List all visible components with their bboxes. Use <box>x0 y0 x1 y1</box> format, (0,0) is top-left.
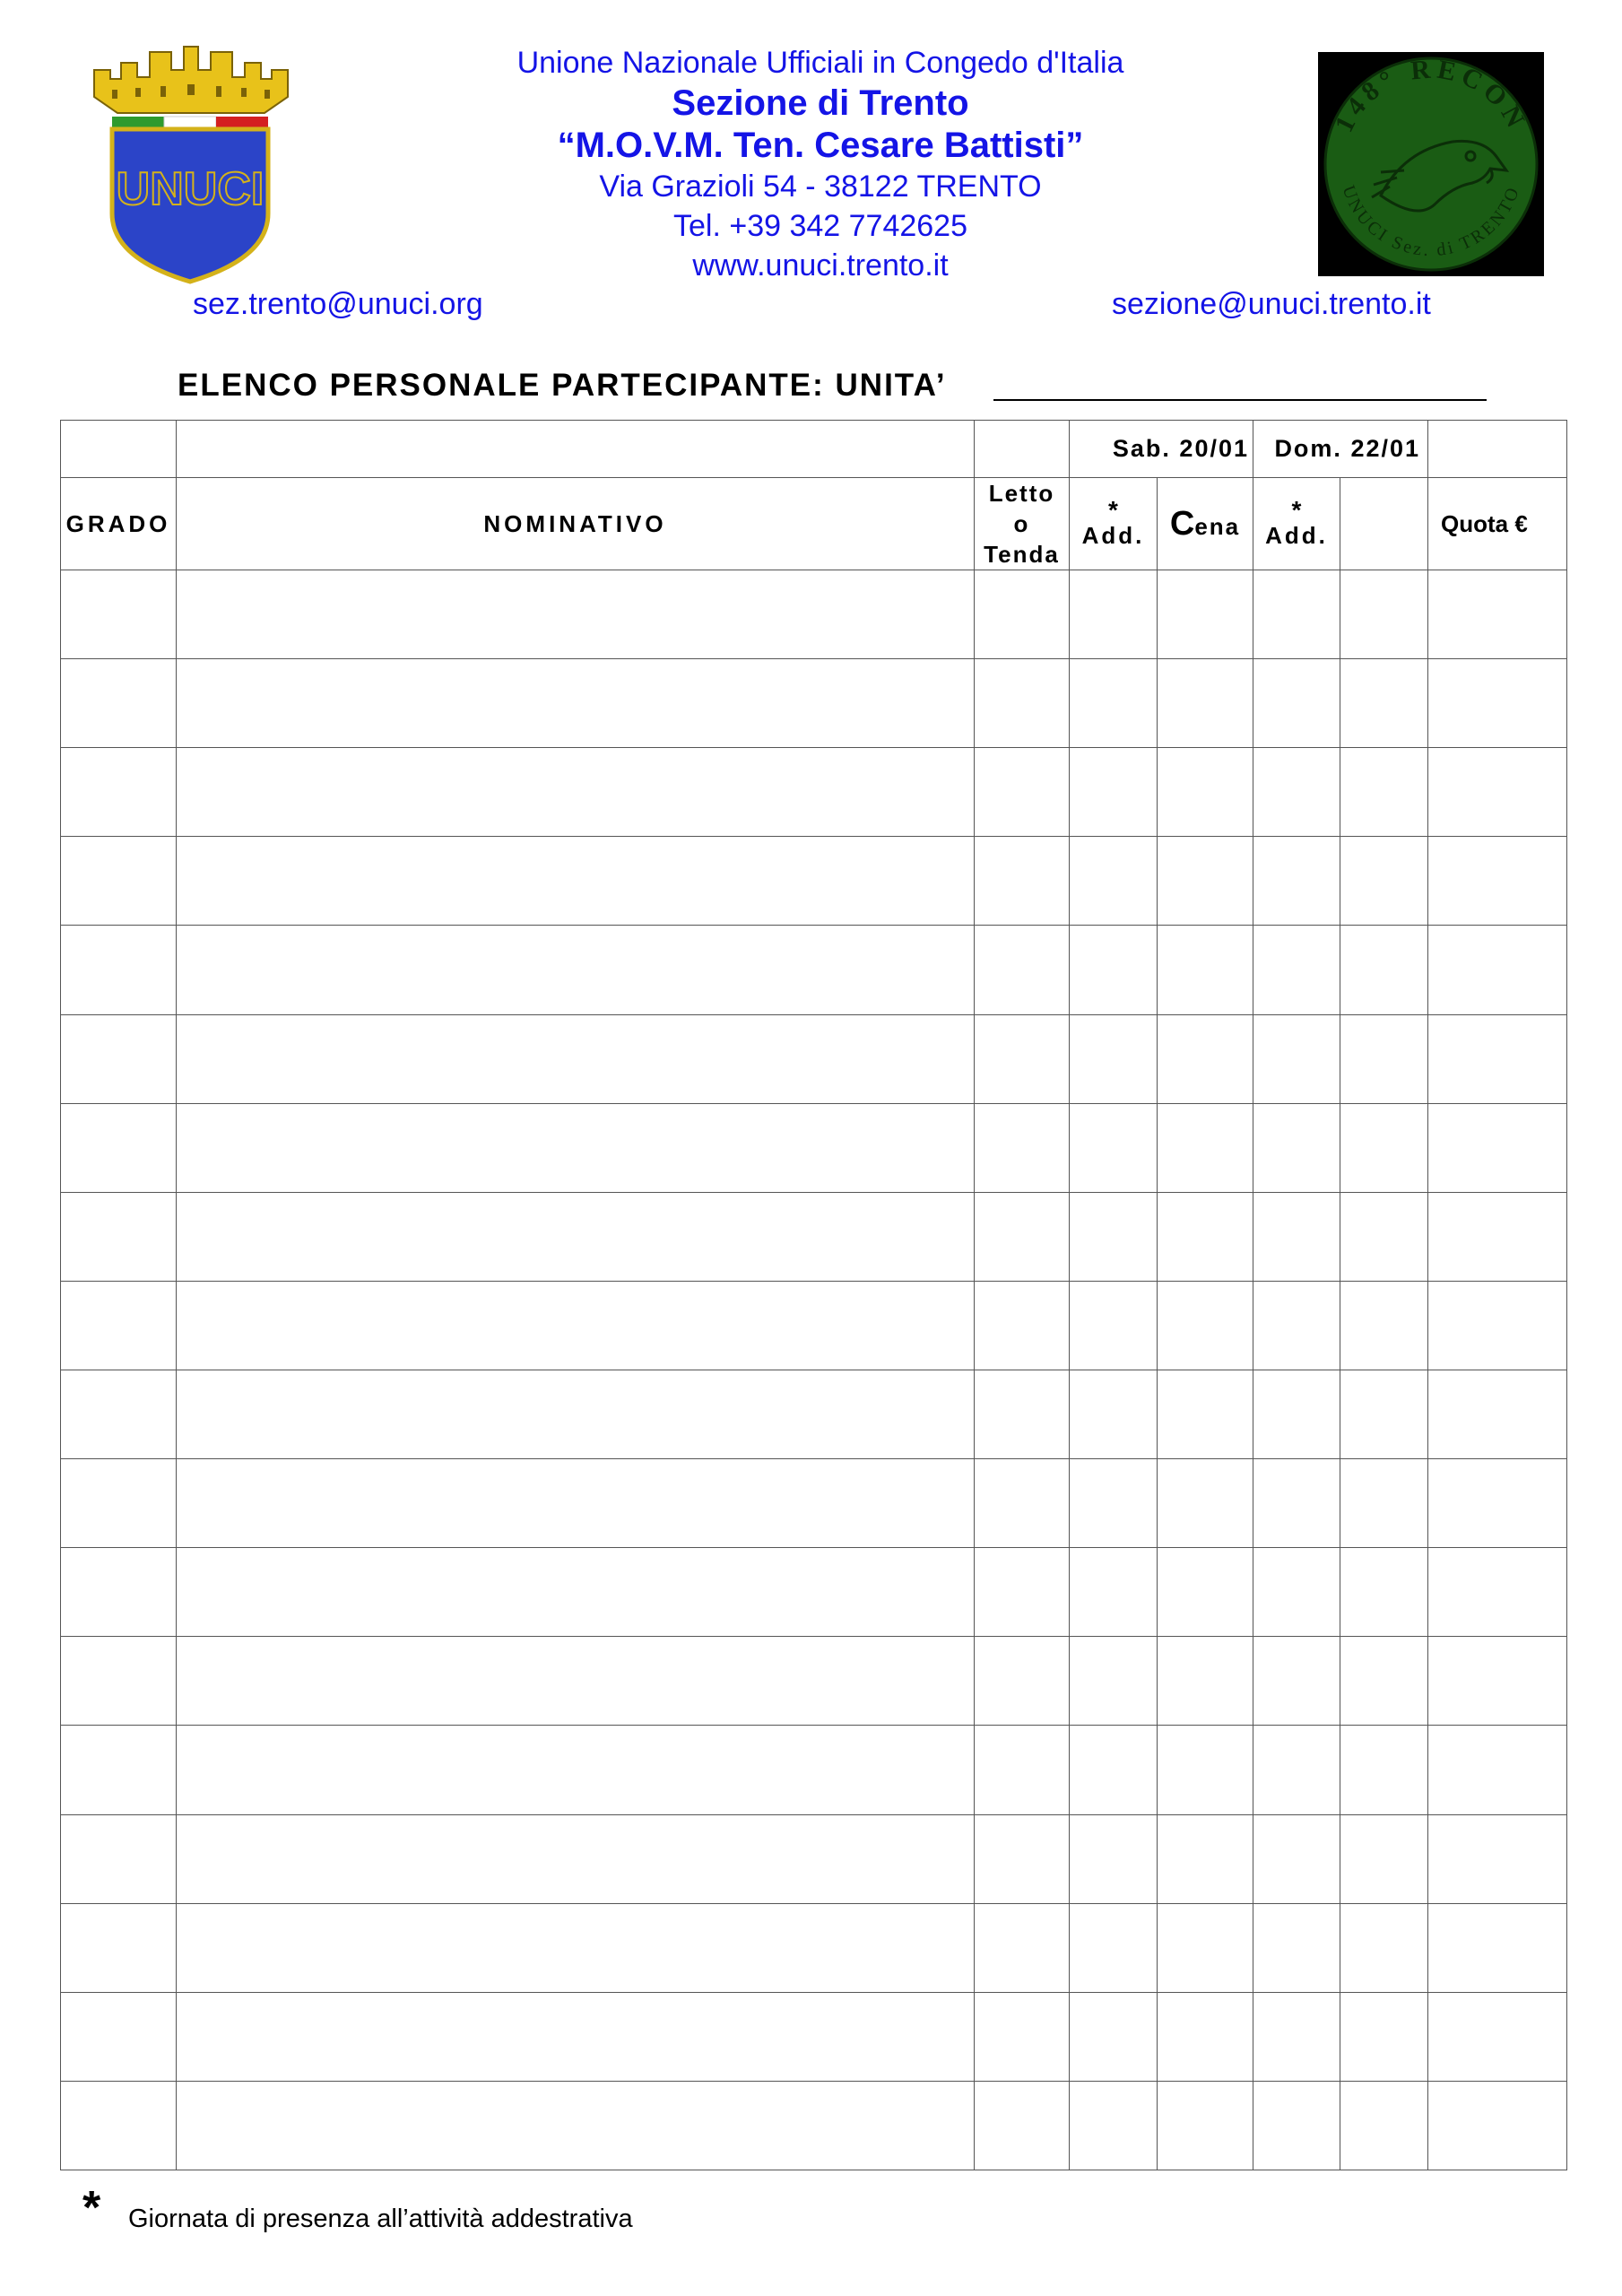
col-letto-tenda <box>975 478 1070 570</box>
logo-left-text: UNUCI <box>116 163 265 215</box>
col-cena-rest: ena <box>1194 512 1241 540</box>
table-cell[interactable] <box>1158 1548 1253 1637</box>
table-cell[interactable] <box>1158 926 1253 1014</box>
table-cell[interactable] <box>1340 1459 1428 1548</box>
table-cell[interactable] <box>1158 1814 1253 1903</box>
phone: Tel. +39 342 7742625 <box>672 209 967 243</box>
table-cell[interactable] <box>1158 1637 1253 1726</box>
table-cell[interactable] <box>1340 1726 1428 1814</box>
table-cell[interactable] <box>61 1014 177 1103</box>
table-cell[interactable] <box>1340 926 1428 1014</box>
col-add-sat <box>1070 478 1158 570</box>
date-header-row <box>61 421 1567 478</box>
table-cell[interactable] <box>177 1548 975 1637</box>
table-cell[interactable] <box>1070 1548 1158 1637</box>
table-cell[interactable] <box>1340 570 1428 659</box>
table-cell[interactable] <box>1340 2081 1428 2170</box>
table-cell[interactable] <box>177 1192 975 1281</box>
table-cell[interactable] <box>61 748 177 837</box>
asterisk: * <box>1108 495 1118 524</box>
table-cell[interactable] <box>1253 1814 1340 1903</box>
table-cell[interactable] <box>61 1103 177 1192</box>
col-blank <box>1340 478 1428 570</box>
footnote-text: Giornata di presenza all’attività addestrativa <box>128 2205 633 2233</box>
table-cell[interactable] <box>61 1814 177 1903</box>
table-cell[interactable] <box>1070 659 1158 748</box>
table-row <box>61 837 1567 926</box>
table-cell[interactable] <box>1158 659 1253 748</box>
website-link[interactable]: www.unuci.trento.it <box>692 248 949 283</box>
table-cell[interactable] <box>177 1370 975 1458</box>
table-cell[interactable] <box>1158 1370 1253 1458</box>
table-cell[interactable] <box>1340 1637 1428 1726</box>
table-cell[interactable] <box>1340 659 1428 748</box>
table-cell[interactable] <box>975 1726 1070 1814</box>
table-cell[interactable] <box>1428 748 1567 837</box>
table-cell[interactable] <box>1340 1281 1428 1370</box>
email-right-link[interactable]: sezione@unuci.trento.it <box>1112 287 1431 321</box>
table-cell[interactable] <box>1158 1014 1253 1103</box>
table-cell[interactable] <box>1428 1192 1567 1281</box>
table-cell[interactable] <box>1428 926 1567 1014</box>
asterisk: * <box>1291 495 1302 524</box>
table-cell[interactable] <box>1428 1992 1567 2081</box>
table-cell[interactable] <box>177 659 975 748</box>
table-cell[interactable] <box>1428 1014 1567 1103</box>
table-cell[interactable] <box>177 1103 975 1192</box>
table-cell[interactable] <box>1070 1014 1158 1103</box>
table-row <box>61 1281 1567 1370</box>
column-header-row <box>61 478 1567 570</box>
table-cell[interactable] <box>975 748 1070 837</box>
table-cell[interactable] <box>975 570 1070 659</box>
table-cell[interactable] <box>1253 926 1340 1014</box>
table-cell[interactable] <box>61 1637 177 1726</box>
table-row <box>61 748 1567 837</box>
table-cell[interactable] <box>1070 1192 1158 1281</box>
table-row <box>61 1637 1567 1726</box>
table-cell[interactable] <box>975 1281 1070 1370</box>
table-cell[interactable] <box>1158 837 1253 926</box>
table-cell[interactable] <box>1428 1726 1567 1814</box>
table-cell[interactable] <box>1158 1103 1253 1192</box>
table-cell[interactable] <box>177 1281 975 1370</box>
col-grado: GRADO <box>61 478 177 570</box>
table-cell[interactable] <box>1253 2081 1340 2170</box>
table-cell[interactable] <box>1253 1637 1340 1726</box>
table-cell[interactable] <box>61 1992 177 2081</box>
table-cell[interactable] <box>975 1548 1070 1637</box>
table-cell[interactable] <box>975 926 1070 1014</box>
table-row <box>61 2081 1567 2170</box>
table-cell[interactable] <box>1253 1903 1340 1992</box>
table-cell[interactable] <box>1428 1903 1567 1992</box>
table-row <box>61 659 1567 748</box>
table-cell[interactable] <box>61 837 177 926</box>
table-cell[interactable] <box>61 1370 177 1458</box>
address: Via Grazioli 54 - 38122 TRENTO <box>599 170 1042 204</box>
table-cell[interactable] <box>975 659 1070 748</box>
table-cell[interactable] <box>975 1903 1070 1992</box>
table-cell[interactable] <box>975 1014 1070 1103</box>
table-cell[interactable] <box>1158 1903 1253 1992</box>
table-cell[interactable] <box>1070 1726 1158 1814</box>
table-cell[interactable] <box>1253 1459 1340 1548</box>
table-cell[interactable] <box>1340 837 1428 926</box>
unuci-shield-crest-icon <box>85 43 296 285</box>
table-row <box>61 1992 1567 2081</box>
table-cell[interactable] <box>61 1459 177 1548</box>
table-row <box>61 926 1567 1014</box>
table-cell[interactable] <box>1340 1103 1428 1192</box>
col-cena-initial: C <box>1169 504 1195 543</box>
table-cell[interactable] <box>1428 1814 1567 1903</box>
org-name: Unione Nazionale Ufficiali in Congedo d'Italia <box>516 46 1124 80</box>
table-cell[interactable] <box>177 1814 975 1903</box>
table-cell[interactable] <box>61 1192 177 1281</box>
table-cell[interactable] <box>177 570 975 659</box>
table-cell[interactable] <box>177 926 975 1014</box>
table-row <box>61 1014 1567 1103</box>
header-block <box>386 43 1255 285</box>
table-cell[interactable] <box>1428 1281 1567 1370</box>
col-letto-line1: Letto <box>988 480 1055 507</box>
table-cell[interactable] <box>177 1459 975 1548</box>
table-cell[interactable] <box>177 1903 975 1992</box>
table-cell[interactable] <box>1070 748 1158 837</box>
table-cell[interactable] <box>975 1103 1070 1192</box>
section-name: Sezione di Trento <box>672 83 969 123</box>
date-saturday: Sab. 20/01 <box>1112 435 1249 462</box>
footnote-asterisk: * <box>82 2182 101 2234</box>
table-cell[interactable] <box>1340 1192 1428 1281</box>
col-add-sun <box>1253 478 1340 570</box>
table-cell[interactable] <box>1158 2081 1253 2170</box>
table-cell[interactable] <box>61 2081 177 2170</box>
table-cell[interactable] <box>975 1459 1070 1548</box>
table-cell[interactable] <box>1340 1370 1428 1458</box>
table-row <box>61 1903 1567 1992</box>
table-cell[interactable] <box>1428 1370 1567 1458</box>
table-cell[interactable] <box>1428 1548 1567 1637</box>
table-cell[interactable] <box>975 1814 1070 1903</box>
col-add-label: Add. <box>1081 521 1145 549</box>
table-cell[interactable] <box>1158 748 1253 837</box>
list-title: ELENCO PERSONALE PARTECIPANTE: UNITA’ <box>178 368 947 403</box>
badge-bottom-text: UNUCI Sez. di TRENTO <box>1338 182 1524 261</box>
col-letto-line2: o <box>1013 510 1030 537</box>
email-left-link[interactable]: sez.trento@unuci.org <box>193 287 483 321</box>
table-cell[interactable] <box>1070 1637 1158 1726</box>
table-cell[interactable] <box>975 837 1070 926</box>
table-row <box>61 1726 1567 1814</box>
table-cell[interactable] <box>1070 1459 1158 1548</box>
table-cell[interactable] <box>1428 1459 1567 1548</box>
table-cell[interactable] <box>1253 1370 1340 1458</box>
eagle-recon-badge-icon <box>1318 52 1544 276</box>
table-cell[interactable] <box>1253 1548 1340 1637</box>
table-cell[interactable] <box>975 1192 1070 1281</box>
table-cell[interactable] <box>1070 1281 1158 1370</box>
table-cell[interactable] <box>1253 837 1340 926</box>
table-cell[interactable] <box>1070 1103 1158 1192</box>
table-cell[interactable] <box>1158 1459 1253 1548</box>
table-cell[interactable] <box>975 1370 1070 1458</box>
table-row <box>61 570 1567 659</box>
participants-table <box>60 420 1567 2170</box>
table-cell[interactable] <box>177 1637 975 1726</box>
badge-top-text: 148° RECON <box>1329 54 1533 137</box>
table-cell[interactable] <box>1070 1814 1158 1903</box>
table-cell[interactable] <box>1428 837 1567 926</box>
table-cell[interactable] <box>1253 659 1340 748</box>
table-cell[interactable] <box>1340 1548 1428 1637</box>
table-row <box>61 1459 1567 1548</box>
table-cell[interactable] <box>1158 570 1253 659</box>
table-cell[interactable] <box>1253 1103 1340 1192</box>
table-cell[interactable] <box>1070 570 1158 659</box>
table-cell[interactable] <box>975 2081 1070 2170</box>
table-row <box>61 1192 1567 1281</box>
col-quota: Quota € <box>1428 478 1567 570</box>
table-cell[interactable] <box>1158 1726 1253 1814</box>
table-cell[interactable] <box>1070 1903 1158 1992</box>
table-cell[interactable] <box>61 1281 177 1370</box>
table-row <box>61 1548 1567 1637</box>
table-cell[interactable] <box>1428 1637 1567 1726</box>
table-cell[interactable] <box>975 1637 1070 1726</box>
table-cell[interactable] <box>1253 570 1340 659</box>
table-cell[interactable] <box>1253 1281 1340 1370</box>
col-nominativo: NOMINATIVO <box>177 478 975 570</box>
table-cell[interactable] <box>177 1992 975 2081</box>
table-cell[interactable] <box>1428 2081 1567 2170</box>
table-row <box>61 1103 1567 1192</box>
table-cell[interactable] <box>1253 1192 1340 1281</box>
table-cell[interactable] <box>61 1548 177 1637</box>
table-cell[interactable] <box>1340 1014 1428 1103</box>
table-cell[interactable] <box>1070 1370 1158 1458</box>
table-cell[interactable] <box>177 1014 975 1103</box>
table-cell[interactable] <box>61 1726 177 1814</box>
table-cell[interactable] <box>1340 1903 1428 1992</box>
table-cell[interactable] <box>61 926 177 1014</box>
col-letto-line3: Tenda <box>984 541 1060 568</box>
table-cell[interactable] <box>1340 1814 1428 1903</box>
table-cell[interactable] <box>177 837 975 926</box>
table-cell[interactable] <box>1070 1992 1158 2081</box>
table-cell[interactable] <box>1428 570 1567 659</box>
table-cell[interactable] <box>177 1726 975 1814</box>
table-cell[interactable] <box>1340 748 1428 837</box>
table-cell[interactable] <box>177 748 975 837</box>
table-cell[interactable] <box>1428 659 1567 748</box>
table-row <box>61 1814 1567 1903</box>
table-cell[interactable] <box>1428 1103 1567 1192</box>
table-cell[interactable] <box>61 1903 177 1992</box>
table-cell[interactable] <box>1158 1992 1253 2081</box>
date-sunday: Dom. 22/01 <box>1274 435 1421 462</box>
table-cell[interactable] <box>61 570 177 659</box>
table-cell[interactable] <box>1253 1014 1340 1103</box>
table-cell[interactable] <box>1070 837 1158 926</box>
table-cell[interactable] <box>975 1992 1070 2081</box>
table-cell[interactable] <box>1070 2081 1158 2170</box>
table-cell[interactable] <box>1253 1992 1340 2081</box>
table-row <box>61 1370 1567 1458</box>
table-cell[interactable] <box>61 659 177 748</box>
table-cell[interactable] <box>1158 1192 1253 1281</box>
section-dedication: “M.O.V.M. Ten. Cesare Battisti” <box>557 126 1084 165</box>
table-cell[interactable] <box>1158 1281 1253 1370</box>
unit-blank-line[interactable] <box>993 399 1487 401</box>
table-cell[interactable] <box>1253 748 1340 837</box>
table-cell[interactable] <box>1070 926 1158 1014</box>
col-add-label: Add. <box>1265 521 1328 549</box>
table-cell[interactable] <box>177 2081 975 2170</box>
table-cell[interactable] <box>1340 1992 1428 2081</box>
table-cell[interactable] <box>1253 1726 1340 1814</box>
col-cena <box>1158 478 1253 570</box>
